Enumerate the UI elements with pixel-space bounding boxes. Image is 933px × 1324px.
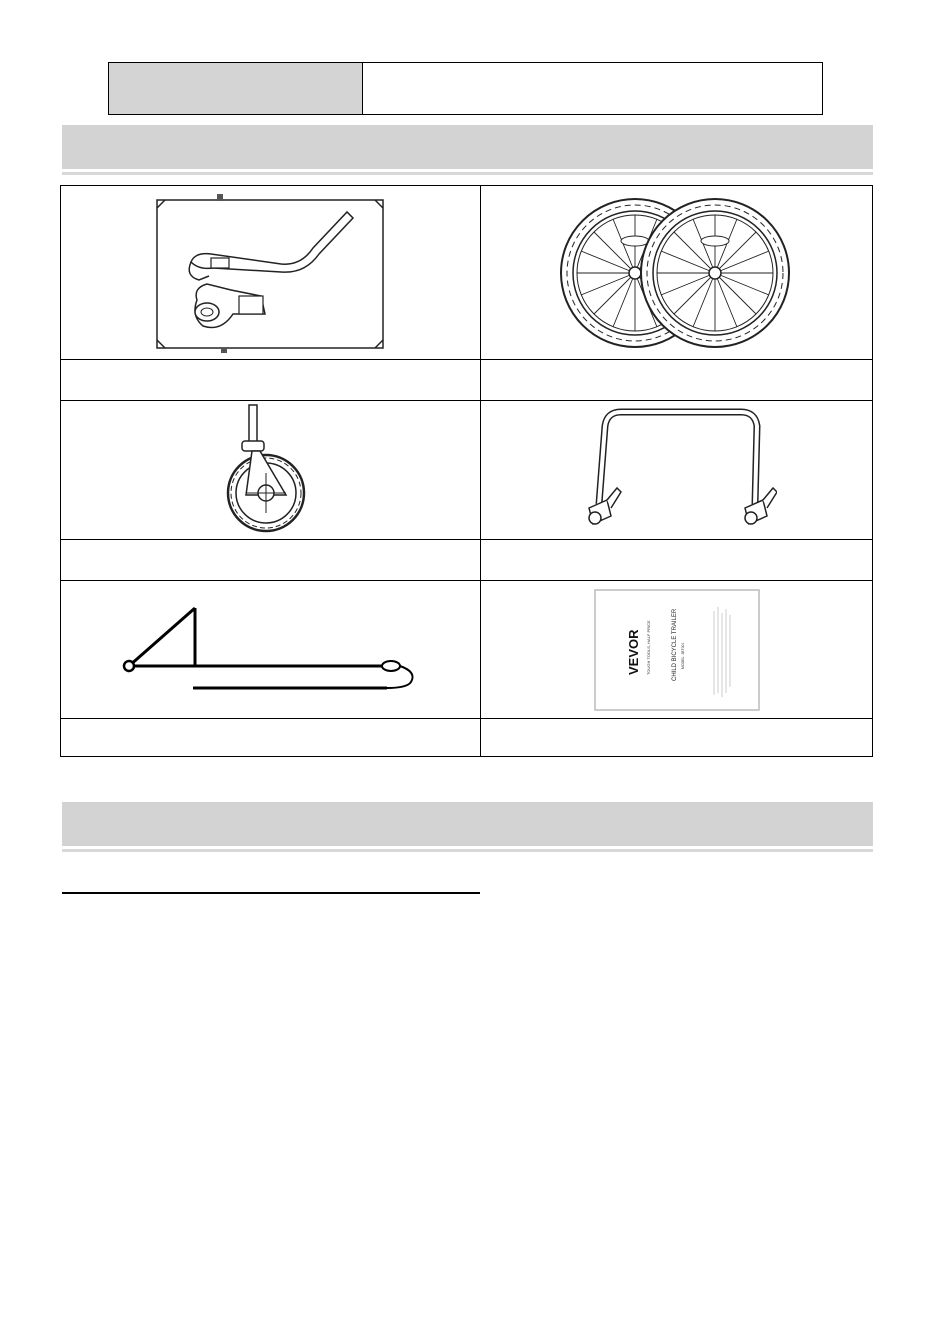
safety-flag-pole-image bbox=[121, 600, 421, 700]
part-image-cell bbox=[61, 581, 480, 718]
part-image-cell bbox=[481, 186, 872, 359]
parts-table bbox=[60, 185, 873, 757]
model-header-box bbox=[108, 62, 823, 115]
manual-brand: VEVOR bbox=[625, 628, 641, 675]
part-image-cell bbox=[61, 186, 480, 359]
part-image-cell bbox=[481, 401, 872, 539]
wheels-pair-image bbox=[557, 193, 797, 353]
manual-tagline: TOUGH TOOLS, HALF PRICE bbox=[645, 619, 651, 675]
subsection-underline bbox=[62, 892, 480, 894]
section-bar-package-contents bbox=[62, 125, 873, 169]
front-swivel-wheel-image bbox=[216, 403, 326, 537]
model-value-cell bbox=[363, 63, 822, 114]
section-bar-assembly bbox=[62, 802, 873, 846]
section-divider bbox=[62, 172, 873, 175]
part-label bbox=[481, 719, 872, 756]
user-manual-image bbox=[594, 589, 760, 711]
part-label bbox=[61, 719, 480, 756]
part-label bbox=[61, 540, 480, 580]
part-image-cell bbox=[481, 581, 872, 718]
part-label bbox=[481, 360, 872, 400]
hitch-arm-box-image bbox=[151, 192, 391, 354]
part-image-cell bbox=[61, 401, 480, 539]
push-handle-bar-image bbox=[577, 404, 777, 536]
part-label bbox=[61, 360, 480, 400]
manual-model: MODEL: JBT001 bbox=[680, 642, 685, 669]
section-divider bbox=[62, 849, 873, 852]
part-label bbox=[481, 540, 872, 580]
model-label-cell bbox=[109, 63, 363, 114]
manual-product: CHILD BICYCLE TRAILER bbox=[671, 608, 678, 681]
